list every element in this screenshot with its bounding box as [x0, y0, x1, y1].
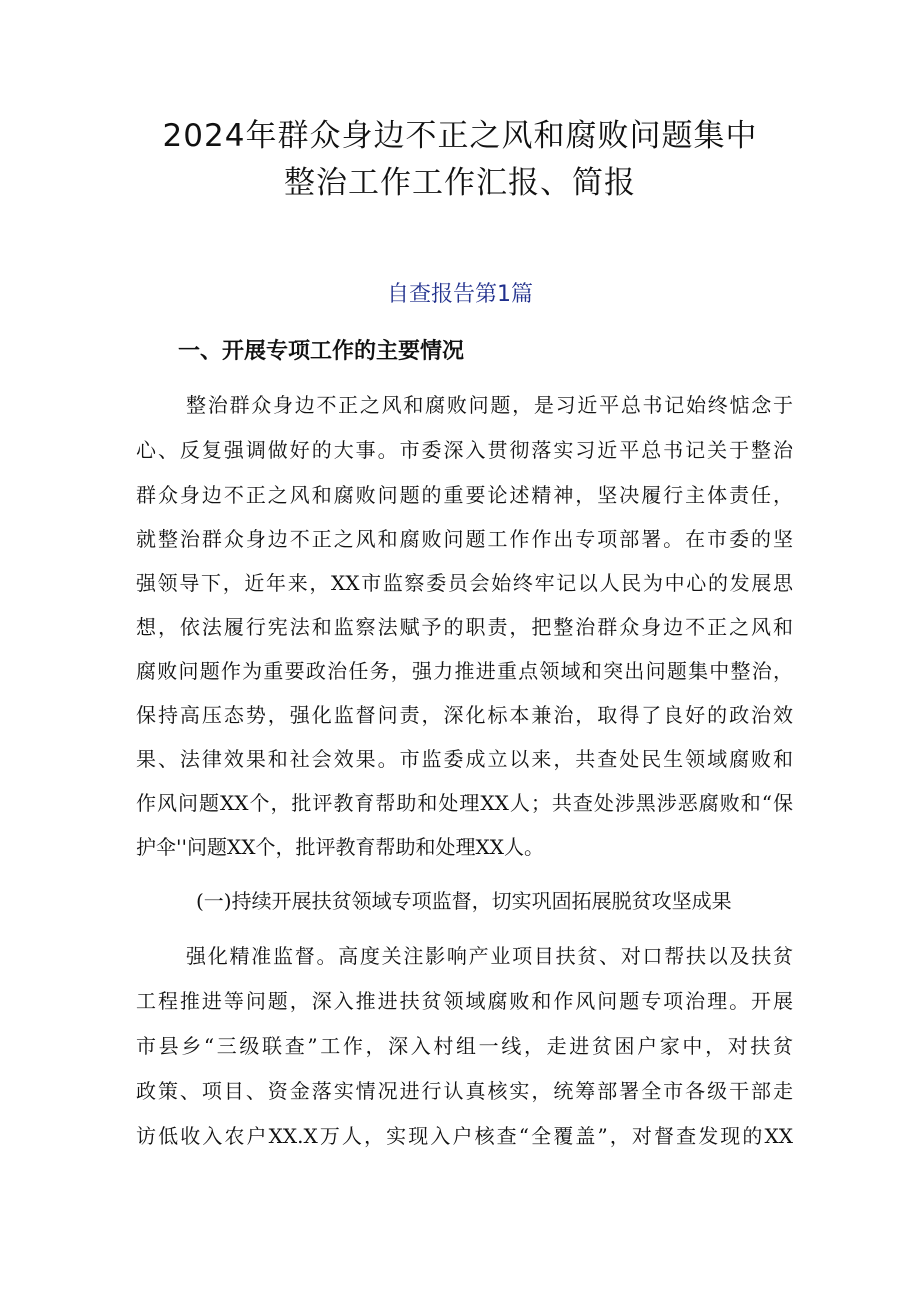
- subheading-poverty-supervision: (一)持续开展扶贫领域专项监督，切实巩固拓展脱贫攻坚成果: [196, 889, 732, 913]
- heading-main-situation: 一、开展专项工作的主要情况: [178, 339, 465, 364]
- paragraph-1-line: 心、反复强调做好的大事。市委深入贯彻落实习近平总书记关于整治: [136, 438, 793, 462]
- paragraph-1-line: 强领导下，近年来，XX市监察委员会始终牢记以人民为中心的发展思: [136, 571, 793, 595]
- document-title-line-2: 整治工作工作汇报、简报: [284, 165, 636, 201]
- paragraph-2-line: 访低收入农户XX.X万人，实现入户核查“全覆盖”，对督查发现的XX: [136, 1124, 793, 1148]
- section-heading: 自查报告第1篇: [387, 282, 533, 307]
- paragraph-1-line: 想，依法履行宪法和监察法赋予的职责，把整治群众身边不正之风和: [136, 615, 793, 639]
- paragraph-2-line: 政策、项目、资金落实情况进行认真核实，统筹部署全市各级干部走: [136, 1079, 793, 1103]
- paragraph-2-line: 工程推进等问题，深入推进扶贫领域腐败和作风问题专项治理。开展: [136, 989, 793, 1013]
- document-title-line-1: 2024年群众身边不正之风和腐败问题集中: [162, 118, 758, 154]
- paragraph-1-line: 群众身边不正之风和腐败问题的重要论述精神，坚决履行主体责任，: [136, 483, 793, 507]
- paragraph-1-line: 腐败问题作为重要政治任务，强力推进重点领域和突出问题集中整治，: [136, 659, 793, 683]
- paragraph-2-line: 强化精准监督。高度关注影响产业项目扶贫、对口帮扶以及扶贫: [186, 944, 793, 968]
- paragraph-1-line: 保持高压态势，强化监督问责，深化标本兼治，取得了良好的政治效: [136, 703, 793, 727]
- paragraph-1-line: 护伞''问题XX个，批评教育帮助和处理XX人。: [136, 835, 544, 859]
- paragraph-1-line: 整治群众身边不正之风和腐败问题，是习近平总书记始终惦念于: [186, 393, 793, 417]
- paragraph-1-line: 果、法律效果和社会效果。市监委成立以来，共查处民生领域腐败和: [136, 747, 793, 771]
- paragraph-1-line: 就整治群众身边不正之风和腐败问题工作作出专项部署。在市委的坚: [136, 527, 793, 551]
- paragraph-1-line: 作风问题XX个，批评教育帮助和处理XX人；共查处涉黑涉恶腐败和“保: [136, 791, 793, 815]
- paragraph-2-line: 市县乡“三级联查”工作，深入村组一线，走进贫困户家中，对扶贫: [136, 1034, 793, 1058]
